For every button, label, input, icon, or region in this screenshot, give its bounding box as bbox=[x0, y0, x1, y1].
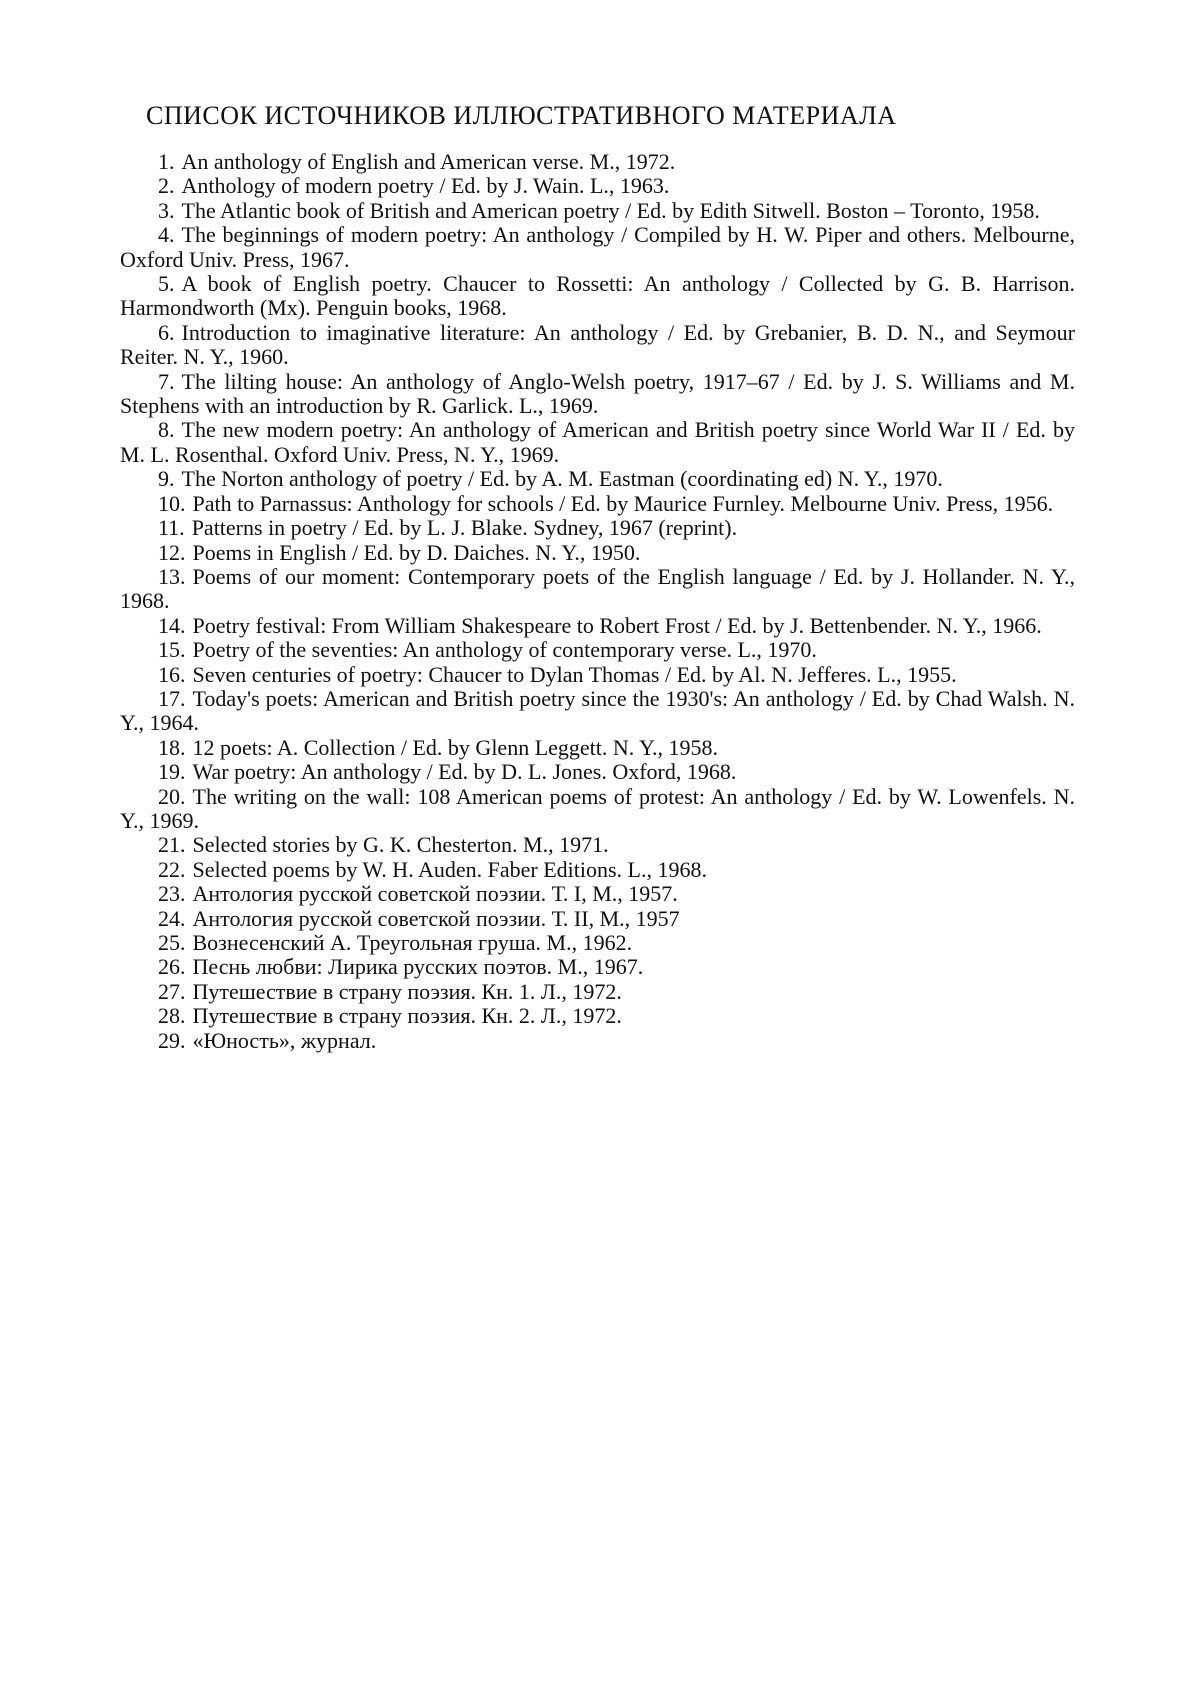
list-item bbox=[120, 614, 1075, 638]
entry-number: 26. bbox=[158, 954, 186, 980]
entry-number: 5. bbox=[158, 271, 175, 297]
list-item bbox=[120, 687, 1075, 736]
list-item bbox=[120, 931, 1075, 955]
entry-number: 2. bbox=[158, 173, 175, 199]
entry-text: Песнь любви: Лирика русских поэтов. М., 1967. bbox=[192, 954, 644, 980]
entry-number: 6. bbox=[158, 319, 175, 345]
entry-number: 17. bbox=[158, 685, 186, 711]
list-item bbox=[120, 736, 1075, 760]
entry-number: 19. bbox=[158, 759, 186, 785]
entry-number: 4. bbox=[158, 222, 175, 248]
entry-text: «Юность», журнал. bbox=[192, 1027, 377, 1053]
list-item bbox=[120, 541, 1075, 565]
entry-text: Introduction to imaginative literature: An anthology / Ed. by Grebanier, B. D. N., and Seymour Reiter. N. Y., 1960. bbox=[120, 319, 1075, 370]
list-item bbox=[120, 907, 1075, 931]
list-item bbox=[120, 858, 1075, 882]
list-item bbox=[120, 760, 1075, 784]
entry-number: 28. bbox=[158, 1003, 186, 1029]
entry-number: 1. bbox=[158, 149, 175, 174]
entry-number: 11. bbox=[158, 515, 185, 541]
entry-text: An anthology of English and American verse. M., 1972. bbox=[181, 149, 676, 174]
entry-text: Антология русской советской поэзии. Т. I, М., 1957. bbox=[192, 881, 678, 907]
entry-text: Путешествие в страну поэзия. Кн. 2. Л., 1972. bbox=[192, 1003, 622, 1029]
list-item bbox=[120, 980, 1075, 1004]
entry-text: Selected stories by G. K. Chesterton. M., 1971. bbox=[192, 832, 609, 858]
entry-text: The Norton anthology of poetry / Ed. by A. M. Eastman (coordinating ed) N. Y., 1970. bbox=[181, 466, 943, 492]
entry-text: Poems of our moment: Contemporary poets of the English language / Ed. by J. Hollander. N. Y., 1968. bbox=[120, 563, 1075, 614]
entry-text: Path to Parnassus: Anthology for schools / Ed. by Maurice Furnley. Melbourne Univ. Press, 1956. bbox=[192, 490, 1054, 516]
source-list bbox=[120, 150, 1075, 1053]
entry-text: Patterns in poetry / Ed. by L. J. Blake. Sydney, 1967 (reprint). bbox=[191, 515, 738, 541]
entry-number: 20. bbox=[158, 783, 186, 809]
entry-text: The Atlantic book of British and American poetry / Ed. by Edith Sitwell. Boston – Toronto, 1958. bbox=[181, 197, 1040, 223]
entry-text: Poetry festival: From William Shakespeare to Robert Frost / Ed. by J. Bettenbender. N. Y., 1966. bbox=[192, 612, 1042, 638]
entry-number: 24. bbox=[158, 905, 186, 931]
entry-number: 22. bbox=[158, 856, 186, 882]
list-item bbox=[120, 663, 1075, 687]
entry-number: 10. bbox=[158, 490, 186, 516]
entry-text: Seven centuries of poetry: Chaucer to Dylan Thomas / Ed. by Al. N. Jefferes. L., 1955. bbox=[192, 661, 957, 687]
entry-text: Вознесенский А. Треугольная груша. М., 1962. bbox=[192, 930, 633, 955]
entry-number: 16. bbox=[158, 661, 186, 687]
entry-number: 23. bbox=[158, 881, 186, 907]
entry-number: 9. bbox=[158, 466, 175, 492]
entry-text: Poetry of the seventies: An anthology of contemporary verse. L., 1970. bbox=[192, 637, 817, 663]
list-item bbox=[120, 370, 1075, 419]
entry-number: 8. bbox=[158, 417, 175, 443]
list-item bbox=[120, 321, 1075, 370]
entry-text: The new modern poetry: An anthology of American and British poetry since World War II / Ed. by M. L. Rosenthal. Oxford Univ. Press, N. Y., 1969. bbox=[120, 417, 1075, 467]
entry-number: 12. bbox=[158, 539, 186, 565]
entry-number: 7. bbox=[158, 368, 175, 394]
list-item bbox=[120, 492, 1075, 516]
list-item bbox=[120, 199, 1075, 223]
list-item bbox=[120, 223, 1075, 272]
entry-number: 13. bbox=[158, 563, 186, 589]
page-title: СПИСОК ИСТОЧНИКОВ ИЛЛЮСТРАТИВНОГО МАТЕРИАЛА bbox=[146, 101, 897, 130]
list-item bbox=[120, 833, 1075, 857]
entry-text: Путешествие в страну поэзия. Кн. 1. Л., 1972. bbox=[192, 978, 622, 1004]
list-item bbox=[120, 150, 1075, 174]
entry-number: 21. bbox=[158, 832, 186, 858]
entry-number: 3. bbox=[158, 197, 175, 223]
entry-number: 18. bbox=[158, 734, 186, 760]
entry-text: The lilting house: An anthology of Anglo-Welsh poetry, 1917–67 / Ed. by J. S. Williams and M. Stephens with an introduction by R. Garlick. L., 1969. bbox=[120, 368, 1075, 419]
entry-number: 27. bbox=[158, 978, 186, 1004]
entry-text: Selected poems by W. H. Auden. Faber Editions. L., 1968. bbox=[192, 856, 707, 882]
list-item bbox=[120, 516, 1075, 540]
entry-text: Антология русской советской поэзии. Т. II, М., 1957 bbox=[192, 905, 680, 931]
list-item bbox=[120, 565, 1075, 614]
entry-text: The writing on the wall: 108 American poems of protest: An anthology / Ed. by W. Lowenfels. N. Y., 1969. bbox=[120, 783, 1075, 833]
list-item bbox=[120, 882, 1075, 906]
list-item bbox=[120, 174, 1075, 198]
list-item bbox=[120, 1029, 1075, 1053]
list-item bbox=[120, 467, 1075, 491]
entry-text: War poetry: An anthology / Ed. by D. L. Jones. Oxford, 1968. bbox=[192, 759, 737, 785]
entry-text: 12 poets: A. Collection / Ed. by Glenn Leggett. N. Y., 1958. bbox=[192, 734, 719, 760]
list-item bbox=[120, 1004, 1075, 1028]
entry-text: A book of English poetry. Chaucer to Rossetti: An anthology / Collected by G. B. Harrison. Harmondworth (Mx). Penguin books, 1968. bbox=[120, 271, 1075, 321]
list-item bbox=[120, 418, 1075, 467]
list-item bbox=[120, 638, 1075, 662]
list-item bbox=[120, 955, 1075, 979]
entry-text: Anthology of modern poetry / Ed. by J. Wain. L., 1963. bbox=[181, 173, 670, 199]
list-item bbox=[120, 785, 1075, 834]
entry-text: The beginnings of modern poetry: An anthology / Compiled by H. W. Piper and others. Melbourne, Oxford Univ. Press, 1967. bbox=[120, 222, 1075, 272]
entry-text: Poems in English / Ed. by D. Daiches. N. Y., 1950. bbox=[192, 539, 641, 565]
entry-number: 25. bbox=[158, 930, 186, 955]
entry-number: 29. bbox=[158, 1027, 186, 1053]
entry-text: Today's poets: American and British poetry since the 1930's: An anthology / Ed. by Chad Walsh. N. Y., 1964. bbox=[120, 685, 1075, 736]
entry-number: 15. bbox=[158, 637, 186, 663]
list-item bbox=[120, 272, 1075, 321]
entry-number: 14. bbox=[158, 612, 186, 638]
